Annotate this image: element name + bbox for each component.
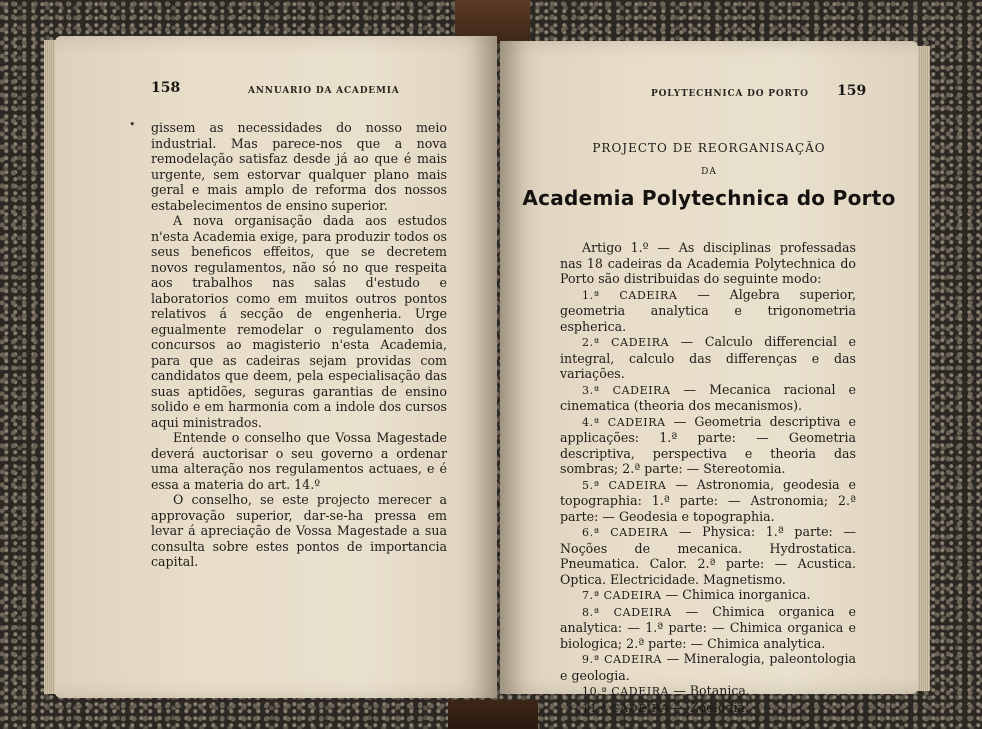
right-body-text — [560, 240, 856, 716]
article-intro: Artigo 1.º — As disciplinas professadas nas 18 cadeiras da Academia Polytechnica do Porto são distribuidas do seguinte modo: — [560, 240, 856, 286]
right-running-head: POLYTECHNICA DO PORTO — [651, 89, 809, 99]
left-body-text — [151, 120, 447, 570]
cadeira-item — [560, 382, 856, 414]
cadeira-number: 3.ª CADEIRA — [582, 383, 671, 397]
spine-bottom — [448, 700, 538, 729]
cadeira-list — [560, 287, 856, 717]
left-paragraph-2: A nova organisação dada aos estudos n'esta Academia exige, para produzir todos os seus beneficos effeitos, que se decretem novos regulamentos, não só no que respeita aos trabalhos nas salas d'estudo e laboratorios como em muitos outros pontos relativos á secção de engenheria. Urge egualmente remodelar o regulamento dos concursos ao magisterio n'esta Academia, para que as cadeiras sejam providas com candidatos que deem, pela especialisação das suas aptidões, seguras garantias de ensino solido e em harmonia com a indole dos cursos aqui ministrados. — [151, 213, 447, 430]
cadeira-number: 1.ª CADEIRA — [582, 288, 678, 302]
cadeira-subjects: — Botanica. — [669, 683, 750, 698]
cadeira-number: 9.ª CADEIRA — [582, 653, 663, 666]
cadeira-item — [560, 477, 856, 525]
cadeira-item — [560, 287, 856, 335]
cadeira-number: 2.ª CADEIRA — [582, 336, 670, 349]
heading-line-1: PROJECTO DE REORGANISAÇÃO — [592, 141, 826, 155]
cadeira-number: 10.ª CADEIRA — [582, 685, 670, 698]
cadeira-item — [560, 587, 856, 604]
left-running-head: ANNUARIO DA ACADEMIA — [248, 86, 400, 96]
cadeira-number: 8.ª CADEIRA — [582, 605, 672, 619]
cadeira-number: 4.ª CADEIRA — [582, 415, 666, 429]
cadeira-item — [560, 700, 856, 717]
cadeira-subjects: — Calculo differencial e integral, calculo das differenças e das variações. — [560, 334, 856, 381]
heading-line-2: DA — [701, 167, 717, 177]
cadeira-subjects: — Chimica organica e analytica: — 1.ª parte: — Chimica organica e biologica; 2.ª parte: — Chimica analytica. — [560, 603, 856, 651]
left-page — [55, 36, 497, 698]
cadeira-subjects: — Mineralogia, paleontologia e geologia. — [560, 651, 856, 683]
cadeira-number: 11.ª CADEIRA — [582, 701, 670, 715]
left-paragraph-4: O conselho, se este projecto merecer a approvação superior, dar-se-ha pressa em levar á apreciação de Vossa Magestade a sua consulta sobre estes pontos de importancia capital. — [151, 492, 447, 569]
cadeira-item — [560, 414, 856, 477]
cadeira-item — [560, 524, 856, 587]
cadeira-item — [560, 334, 856, 382]
right-page — [500, 41, 918, 715]
cadeira-subjects: — Physica: 1.ª parte: — Noções de mecanica. Hydrostatica. Pneumatica. Calor. 2.ª parte: — Acustica. Optica. Electricidade. Magnetismo. — [560, 524, 856, 587]
cadeira-subjects: — Mecanica racional e cinematica (theoria dos mecanismos). — [560, 381, 856, 413]
right-page-number: 159 — [837, 83, 867, 99]
cadeira-item — [560, 651, 856, 683]
cadeira-subjects: — Algebra superior, geometria analytica e trigonometria espherica. — [560, 286, 856, 334]
cadeira-number: 5.ª CADEIRA — [582, 478, 667, 492]
cadeira-item — [560, 683, 856, 700]
left-paragraph-3: Entende o conselho que Vossa Magestade deverá auctorisar o seu governo a ordenar uma alteração nos regulamentos actuaes, e é essa a materia do art. 14.º — [151, 430, 447, 492]
left-paragraph-1: gissem as necessidades do nosso meio industrial. Mas parece-nos que a nova remodelação satisfaz desde já ao que é mais urgente, sem estorvar qualquer plano mais geral e mais amplo de reforma dos nossos estabelecimentos de ensino superior. — [151, 120, 447, 213]
cadeira-subjects: — Astronomia, geodesia e topographia: 1.ª parte: — Astronomia; 2.ª parte: — Geodesia e topographia. — [560, 476, 856, 524]
main-heading: Academia Polytechnica do Porto — [522, 186, 896, 210]
cadeira-subjects: — Zoologia. — [669, 699, 749, 715]
right-page-edges — [916, 46, 930, 691]
cadeira-subjects: — Geometria descriptiva e applicações: 1.ª parte: — Geometria descriptiva, perspectiva e theoria das sombras; 2.ª parte: — Stereotomia. — [560, 413, 856, 476]
cadeira-subjects: — Chimica inorganica. — [661, 587, 811, 602]
left-page-number: 158 — [151, 80, 181, 96]
margin-mark: • — [129, 118, 136, 131]
cadeira-number: 7.ª CADEIRA — [582, 589, 662, 602]
cadeira-number: 6.ª CADEIRA — [582, 526, 669, 539]
cadeira-item — [560, 604, 856, 652]
